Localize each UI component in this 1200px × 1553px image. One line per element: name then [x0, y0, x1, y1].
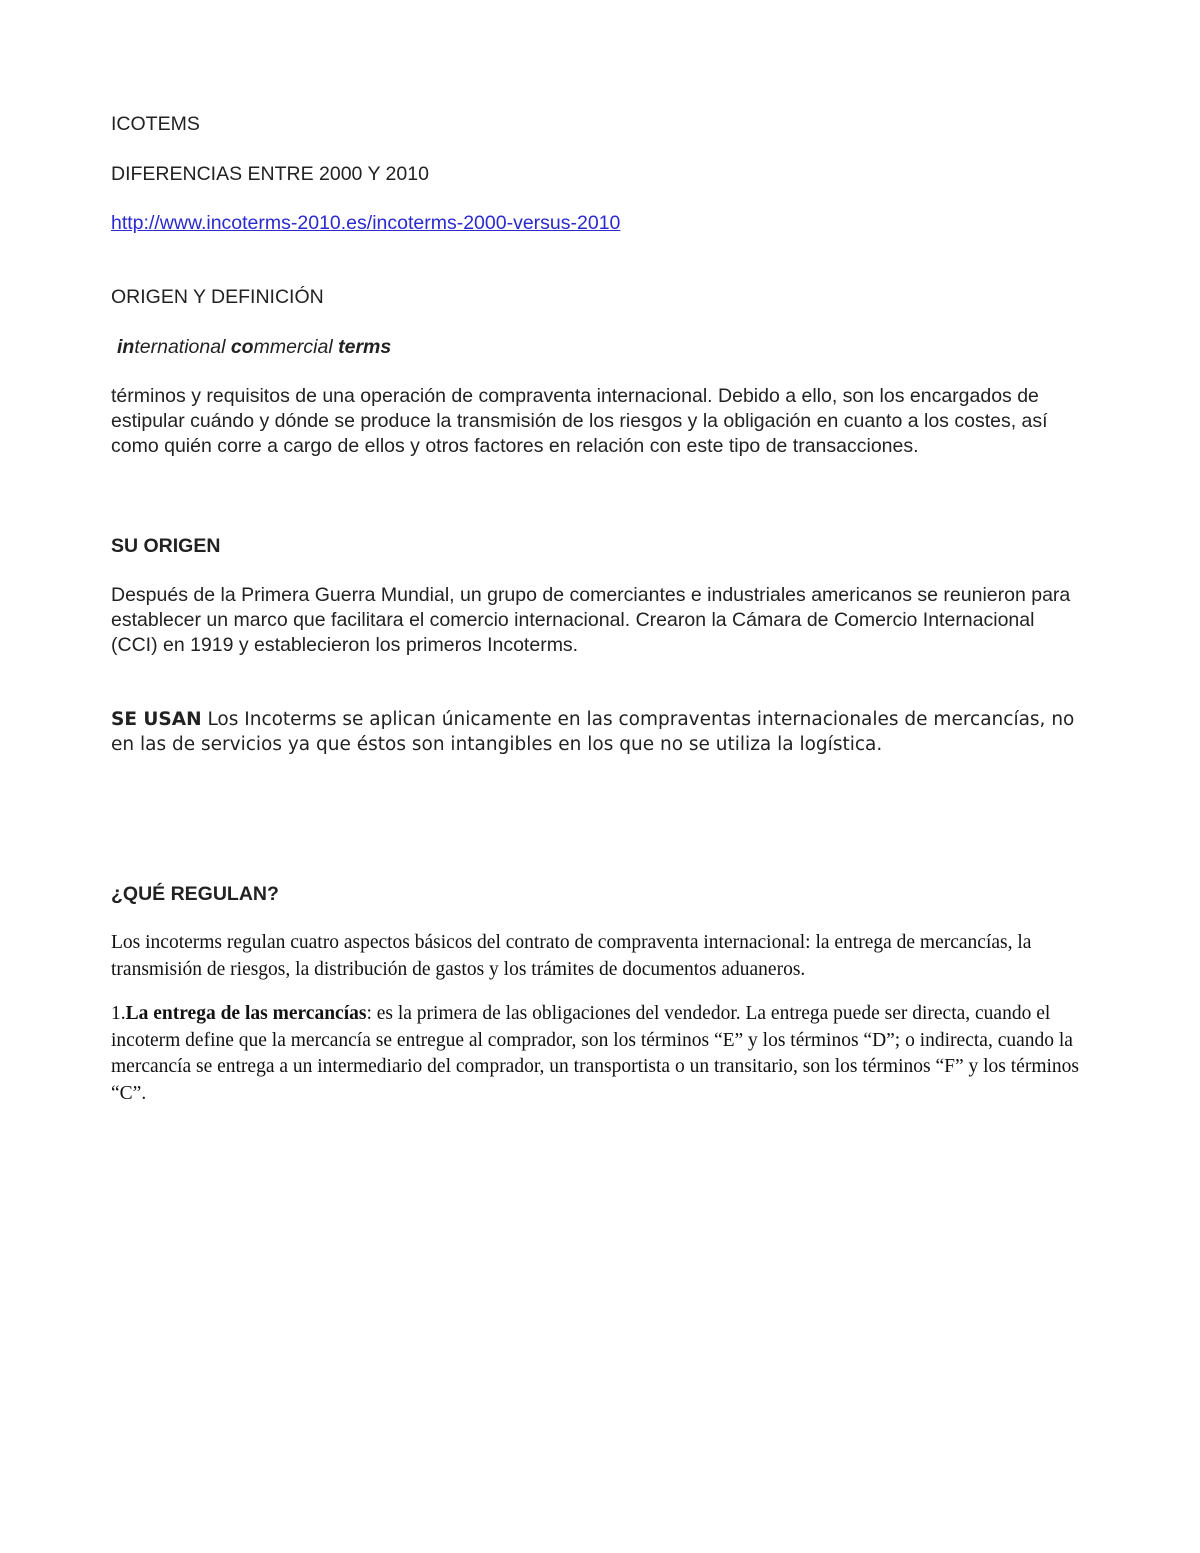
- se-usan-label: SE USAN: [111, 709, 202, 730]
- section-heading-su-origen: SU ORIGEN: [111, 535, 221, 557]
- reference-link-line: [111, 211, 1081, 236]
- acronym-part-2-bold: co: [230, 336, 254, 358]
- acronym-part-3-bold: terms: [338, 336, 392, 358]
- reference-link[interactable]: http://www.incoterms-2010.es/incoterms-2000-versus-2010: [111, 212, 621, 234]
- list-item-entrega: [111, 1001, 1081, 1107]
- definition-paragraph: términos y requisitos de una operación de compraventa internacional. Debido a ello, son los encargados de estipular cuándo y dónde se produce la transmisión de los riesgos y la obligación en cuanto a los costes, así como quién corre a cargo de ellos y otros factores en relación con este tipo de transacciones.: [111, 385, 1048, 457]
- section-heading-origin-definition: ORIGEN Y DEFINICIÓN: [111, 286, 324, 308]
- acronym-part-2-rest: mmercial: [253, 336, 339, 358]
- su-origen-paragraph: Después de la Primera Guerra Mundial, un grupo de comerciantes e industriales americanos se reunieron para establecer un marco que facilitara el comercio internacional. Crearon la Cámara de Comercio Internacional (CCI) en 1919 y establecieron los primeros Incoterms.: [111, 584, 1071, 656]
- list-item-text: : es la primera de las obligaciones del vendedor. La entrega puede ser directa, cuando el incoterm define que la mercancía se entregue al comprador, son los términos “E” y los términos “D”; o indirecta, cuando la mercancía se entrega a un intermediario del comprador, un transportista o un transitario, son los términos “F” y los términos “C”.: [111, 1003, 1079, 1104]
- list-item-label: La entrega de las mercancías: [125, 1003, 367, 1024]
- doc-title: ICOTEMS: [111, 113, 200, 135]
- list-item-number: 1.: [111, 1003, 126, 1024]
- doc-subtitle: DIFERENCIAS ENTRE 2000 Y 2010: [111, 163, 429, 185]
- que-regulan-paragraph: Los incoterms regulan cuatro aspectos básicos del contrato de compraventa internacional: la entrega de mercancías, la transmisión de riesgos, la distribución de gastos y los trámites de documentos aduaneros.: [111, 932, 1032, 980]
- acronym-expansion: [111, 335, 1087, 360]
- se-usan-paragraph: [111, 707, 1081, 757]
- acronym-part-1-bold: in: [117, 336, 135, 358]
- section-heading-que-regulan: ¿QUÉ REGULAN?: [111, 883, 279, 905]
- acronym-part-1-rest: ternational: [134, 336, 231, 358]
- se-usan-text: Los Incoterms se aplican únicamente en las compraventas internacionales de mercancías, no en las de servicios ya que éstos son intangibles en los que no se utiliza la logística.: [111, 709, 1075, 755]
